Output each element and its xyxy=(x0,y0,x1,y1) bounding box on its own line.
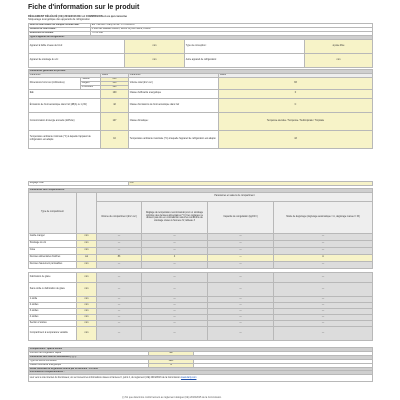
comp-type: Denrées alimentaires fraîches xyxy=(29,254,77,261)
comp-row xyxy=(29,327,373,341)
general-param-2: Classe climatique: xyxy=(129,112,219,130)
comp-defrost: — xyxy=(274,327,373,341)
supplier-name-label: Nom du fournisseur ou marque commerciale: xyxy=(29,24,91,28)
comp-volume: — xyxy=(97,309,142,315)
supplier-link[interactable]: www.darty.com xyxy=(181,376,197,379)
comp-type: Compartiment à température variable xyxy=(29,327,77,341)
light-label: Classe d'efficacité énergétique xyxy=(29,363,149,367)
comp-volume: — xyxy=(97,261,142,268)
comp-freeze: — xyxy=(208,309,274,315)
type-value-2: non xyxy=(305,53,373,67)
supplier-address-value: 8 Rue des Bateaux-Lavoirs, 94200 Ivry-sur-Seine, France xyxy=(91,27,373,31)
supplier-name-value: Ets Thomson / Darty & Fils / CTHOMSON xyxy=(91,24,373,28)
model-value: TCHS 83E xyxy=(91,31,373,35)
comp-volume: — xyxy=(97,240,142,247)
compartment-table-continued xyxy=(28,272,373,341)
comp-row xyxy=(29,233,373,240)
comp-defrost: — xyxy=(274,315,373,321)
comp-defrost: — xyxy=(274,261,373,268)
comp-present: non xyxy=(77,273,97,283)
general-value: 42 xyxy=(101,98,129,112)
comp-defrost: — xyxy=(274,273,373,283)
comp-header-type: Type de compartiment xyxy=(29,192,77,233)
comp-freeze: — xyxy=(208,254,274,261)
comp-type: Stockage du vin xyxy=(29,240,77,247)
general-param-2: Volume total (dm³ ou l) xyxy=(129,77,219,89)
comp-temp: — xyxy=(142,283,208,297)
comp-defrost: — xyxy=(274,247,373,254)
comp-freeze: — xyxy=(208,297,274,303)
section-compartments: Paramètres des compartiments: xyxy=(29,189,373,193)
comp-temp: — xyxy=(142,327,208,341)
additional-text: Lien vers le site internet du fournisseur, où se trouvent les informations visées à l'annexe II, point 4, du règlement (UE) 2019/2016 de la Commission xyxy=(29,376,181,379)
comp-temp: — xyxy=(142,273,208,283)
comp-freeze: — xyxy=(208,273,274,283)
type-label: Appareil de stockage du vin: xyxy=(29,53,125,67)
comp-freeze: — xyxy=(208,283,274,297)
footnote: (ᵃ) Tel que déterminé conformément au règlement délégué (UE) 2019/2015 de la Commission. xyxy=(122,396,222,399)
comp-type: 2 étoiles xyxy=(29,303,77,309)
comp-volume: — xyxy=(97,321,142,327)
comp-header-freeze: Capacité de congélation (kg/24 h) xyxy=(208,201,274,233)
dimension-value: 490 xyxy=(101,85,129,89)
type-value-2: à pose libre xyxy=(305,39,373,53)
light-value: G xyxy=(149,363,194,367)
comp-volume: — xyxy=(97,327,142,341)
comp-present: non xyxy=(77,315,97,321)
comp-present: oui xyxy=(77,254,97,261)
comp-volume: — xyxy=(97,273,142,283)
general-param-2: Classe d'émissions de bruit acoustique dans l'air xyxy=(129,98,219,112)
comp-row xyxy=(29,254,373,261)
winter-value: non xyxy=(129,182,373,186)
comp-present: non xyxy=(77,321,97,327)
section-light: Paramètres des sources lumineuses (ᵃ) (ᵇ): xyxy=(29,355,373,359)
comp-defrost: — xyxy=(274,233,373,240)
comp-defrost: — xyxy=(274,303,373,309)
regulation-line-1: RÈGLEMENT DÉLÉGUÉ (UE) 2019/2016 DE LA COMMISSION en ce qui concerne xyxy=(28,15,127,18)
comp-temp: — xyxy=(142,297,208,303)
general-value-2: C xyxy=(219,98,373,112)
general-value-2: 43 xyxy=(219,130,373,148)
comp-temp: — xyxy=(142,303,208,309)
comp-type: Denrées hautement périssables xyxy=(29,261,77,268)
comp-volume: — xyxy=(97,247,142,254)
comp-volume: — xyxy=(97,283,142,297)
comp-volume: 83 xyxy=(97,254,142,261)
general-value-2: F xyxy=(219,89,373,98)
winter-label: Réglage hiver xyxy=(29,182,129,186)
comp-row xyxy=(29,273,373,283)
general-value-2: 83 xyxy=(219,77,373,89)
regulation-text xyxy=(28,15,373,22)
general-param: Consommation d'énergie annuelle (kWh/an) xyxy=(29,112,101,130)
comp-volume: — xyxy=(97,303,142,309)
general-value: 147 xyxy=(101,112,129,130)
lower-table xyxy=(28,347,373,382)
type-row xyxy=(29,39,373,53)
comp-present: non xyxy=(77,303,97,309)
comp-present: non xyxy=(77,309,97,315)
comp-volume: — xyxy=(97,315,142,321)
comp-temp: — xyxy=(142,233,208,240)
general-value: 100 xyxy=(101,89,129,98)
comp-temp: — xyxy=(142,247,208,254)
general-row xyxy=(29,130,373,148)
comp-type: 4 étoiles xyxy=(29,315,77,321)
comp-type: Sans étoile ou fabrication de glace xyxy=(29,283,77,297)
type-label: Appareil à faible niveau de bruit: xyxy=(29,39,125,53)
comp-present: non xyxy=(77,240,97,247)
comp-temp: — xyxy=(142,315,208,321)
general-param: Émissions de bruit acoustique dans l'air [dB(A) re 1 pW] xyxy=(29,98,101,112)
light-value: LED xyxy=(149,359,194,363)
comp-freeze: — xyxy=(208,303,274,309)
dimension-value: 840 xyxy=(101,77,129,81)
general-header-value: Valeur xyxy=(101,73,129,77)
comp-defrost: — xyxy=(274,309,373,315)
type-label-2: Type de conception: xyxy=(185,39,305,53)
general-header-param-2: Paramètre xyxy=(129,73,219,77)
comp-row xyxy=(29,283,373,297)
general-value-2: Tempérée étendue / Tempérée / Subtropicale / Tropicale xyxy=(219,112,373,130)
type-row xyxy=(29,53,373,67)
comp-row xyxy=(29,247,373,254)
comp-header-defrost: Mode de dégivrage (dégivrage automatique = A, dégivrage manuel = M) xyxy=(274,201,373,233)
supplier-address-label: Adresse du fournisseur: xyxy=(29,27,91,31)
light-label: Type de source lumineuse xyxy=(29,359,149,363)
four-star-label: Fonction de congélation rapide xyxy=(29,351,149,355)
comp-present: non xyxy=(77,261,97,268)
comp-header-volume: Volume du compartiment (dm³ ou l) xyxy=(97,201,142,233)
comp-type: Section 2 étoiles xyxy=(29,321,77,327)
general-row xyxy=(29,98,373,112)
comp-present: non xyxy=(77,247,97,254)
comp-temp: — xyxy=(142,309,208,315)
comp-temp: — xyxy=(142,261,208,268)
comp-header-temp: Réglage de température recommandé pour un stockage optimisé des denrées alimentaires (°C) Ces réglages ne doivent pas être en contradiction avec les conditions de stockage visées à l'annexe IV, tableau 3 xyxy=(142,201,208,233)
comp-row xyxy=(29,240,373,247)
section-general: Paramètres généraux du produit: xyxy=(29,70,373,74)
general-table xyxy=(28,69,373,149)
comp-defrost: — xyxy=(274,240,373,247)
type-table xyxy=(28,35,373,68)
supplier-table xyxy=(28,23,373,36)
type-value: non xyxy=(125,53,185,67)
four-star-value: non xyxy=(149,351,194,355)
general-param-2: Température ambiante maximale (°C) à laquelle l'appareil de réfrigération est adapté xyxy=(129,130,219,148)
comp-type: Fabrication de glace xyxy=(29,273,77,283)
section-four-star: Compartiment "quatre étoiles" xyxy=(29,348,373,352)
comp-present: non xyxy=(77,297,97,303)
general-param-2: Classe d'efficacité énergétique xyxy=(129,89,219,98)
comp-present: non xyxy=(77,283,97,297)
type-label-2: Autre appareil de réfrigération: xyxy=(185,53,305,67)
comp-type: Cave xyxy=(29,247,77,254)
general-param: IEE xyxy=(29,89,101,98)
comp-temp: — xyxy=(142,240,208,247)
type-value: non xyxy=(125,39,185,53)
comp-defrost: — xyxy=(274,321,373,327)
general-header-value-2: Valeur xyxy=(219,73,373,77)
comp-defrost: — xyxy=(274,297,373,303)
dimension-label: Profondeur xyxy=(81,85,101,89)
comp-header-presence xyxy=(77,192,97,233)
general-param: Dimensions hors tout (millimètres) xyxy=(29,77,81,89)
comp-type: 3 étoiles xyxy=(29,309,77,315)
comp-defrost: — xyxy=(274,283,373,297)
general-row xyxy=(29,112,373,130)
comp-temp: — xyxy=(142,321,208,327)
comp-present: non xyxy=(77,233,97,240)
comp-freeze: — xyxy=(208,233,274,240)
comp-type: Garde-manger xyxy=(29,233,77,240)
section-type: Type d'appareil de réfrigération: xyxy=(29,36,373,40)
model-label: Référence du modèle: xyxy=(29,31,91,35)
comp-header-row xyxy=(29,192,373,201)
comp-present: non xyxy=(77,327,97,341)
dimension-value: 440 xyxy=(101,81,129,85)
dimension-label: Hauteur xyxy=(81,77,101,81)
comp-volume: — xyxy=(97,233,142,240)
additional-row xyxy=(29,375,373,382)
comp-freeze: — xyxy=(208,240,274,247)
dimension-label: Largeur xyxy=(81,81,101,85)
comp-type: 1 étoile xyxy=(29,297,77,303)
general-row xyxy=(29,89,373,98)
winter-table xyxy=(28,181,373,186)
comp-freeze: — xyxy=(208,315,274,321)
regulation-line-2: l'étiquetage énergétique des appareils de réfrigération xyxy=(28,18,90,22)
comp-freeze: — xyxy=(208,321,274,327)
comp-volume: — xyxy=(97,297,142,303)
comp-header-group: Paramètres et valeurs du compartiment xyxy=(97,192,373,201)
general-header-param: Paramètre xyxy=(29,73,101,77)
general-value: 10 xyxy=(101,130,129,148)
page-title: Fiche d'information sur le produit xyxy=(28,4,140,11)
section-min-duration: Durée minimale de la garantie offerte par le fabricant : 24 mois xyxy=(29,367,373,371)
comp-freeze: — xyxy=(208,247,274,254)
section-additional: Informations complémentaires : xyxy=(29,371,373,375)
comp-defrost: A xyxy=(274,254,373,261)
compartment-table xyxy=(28,188,373,269)
comp-freeze: — xyxy=(208,327,274,341)
general-param: Température ambiante minimale (°C) à laquelle l'appareil de réfrigération est adapté xyxy=(29,130,101,148)
comp-row xyxy=(29,261,373,268)
winter-row xyxy=(29,182,373,186)
comp-temp: 4 xyxy=(142,254,208,261)
comp-freeze: — xyxy=(208,261,274,268)
